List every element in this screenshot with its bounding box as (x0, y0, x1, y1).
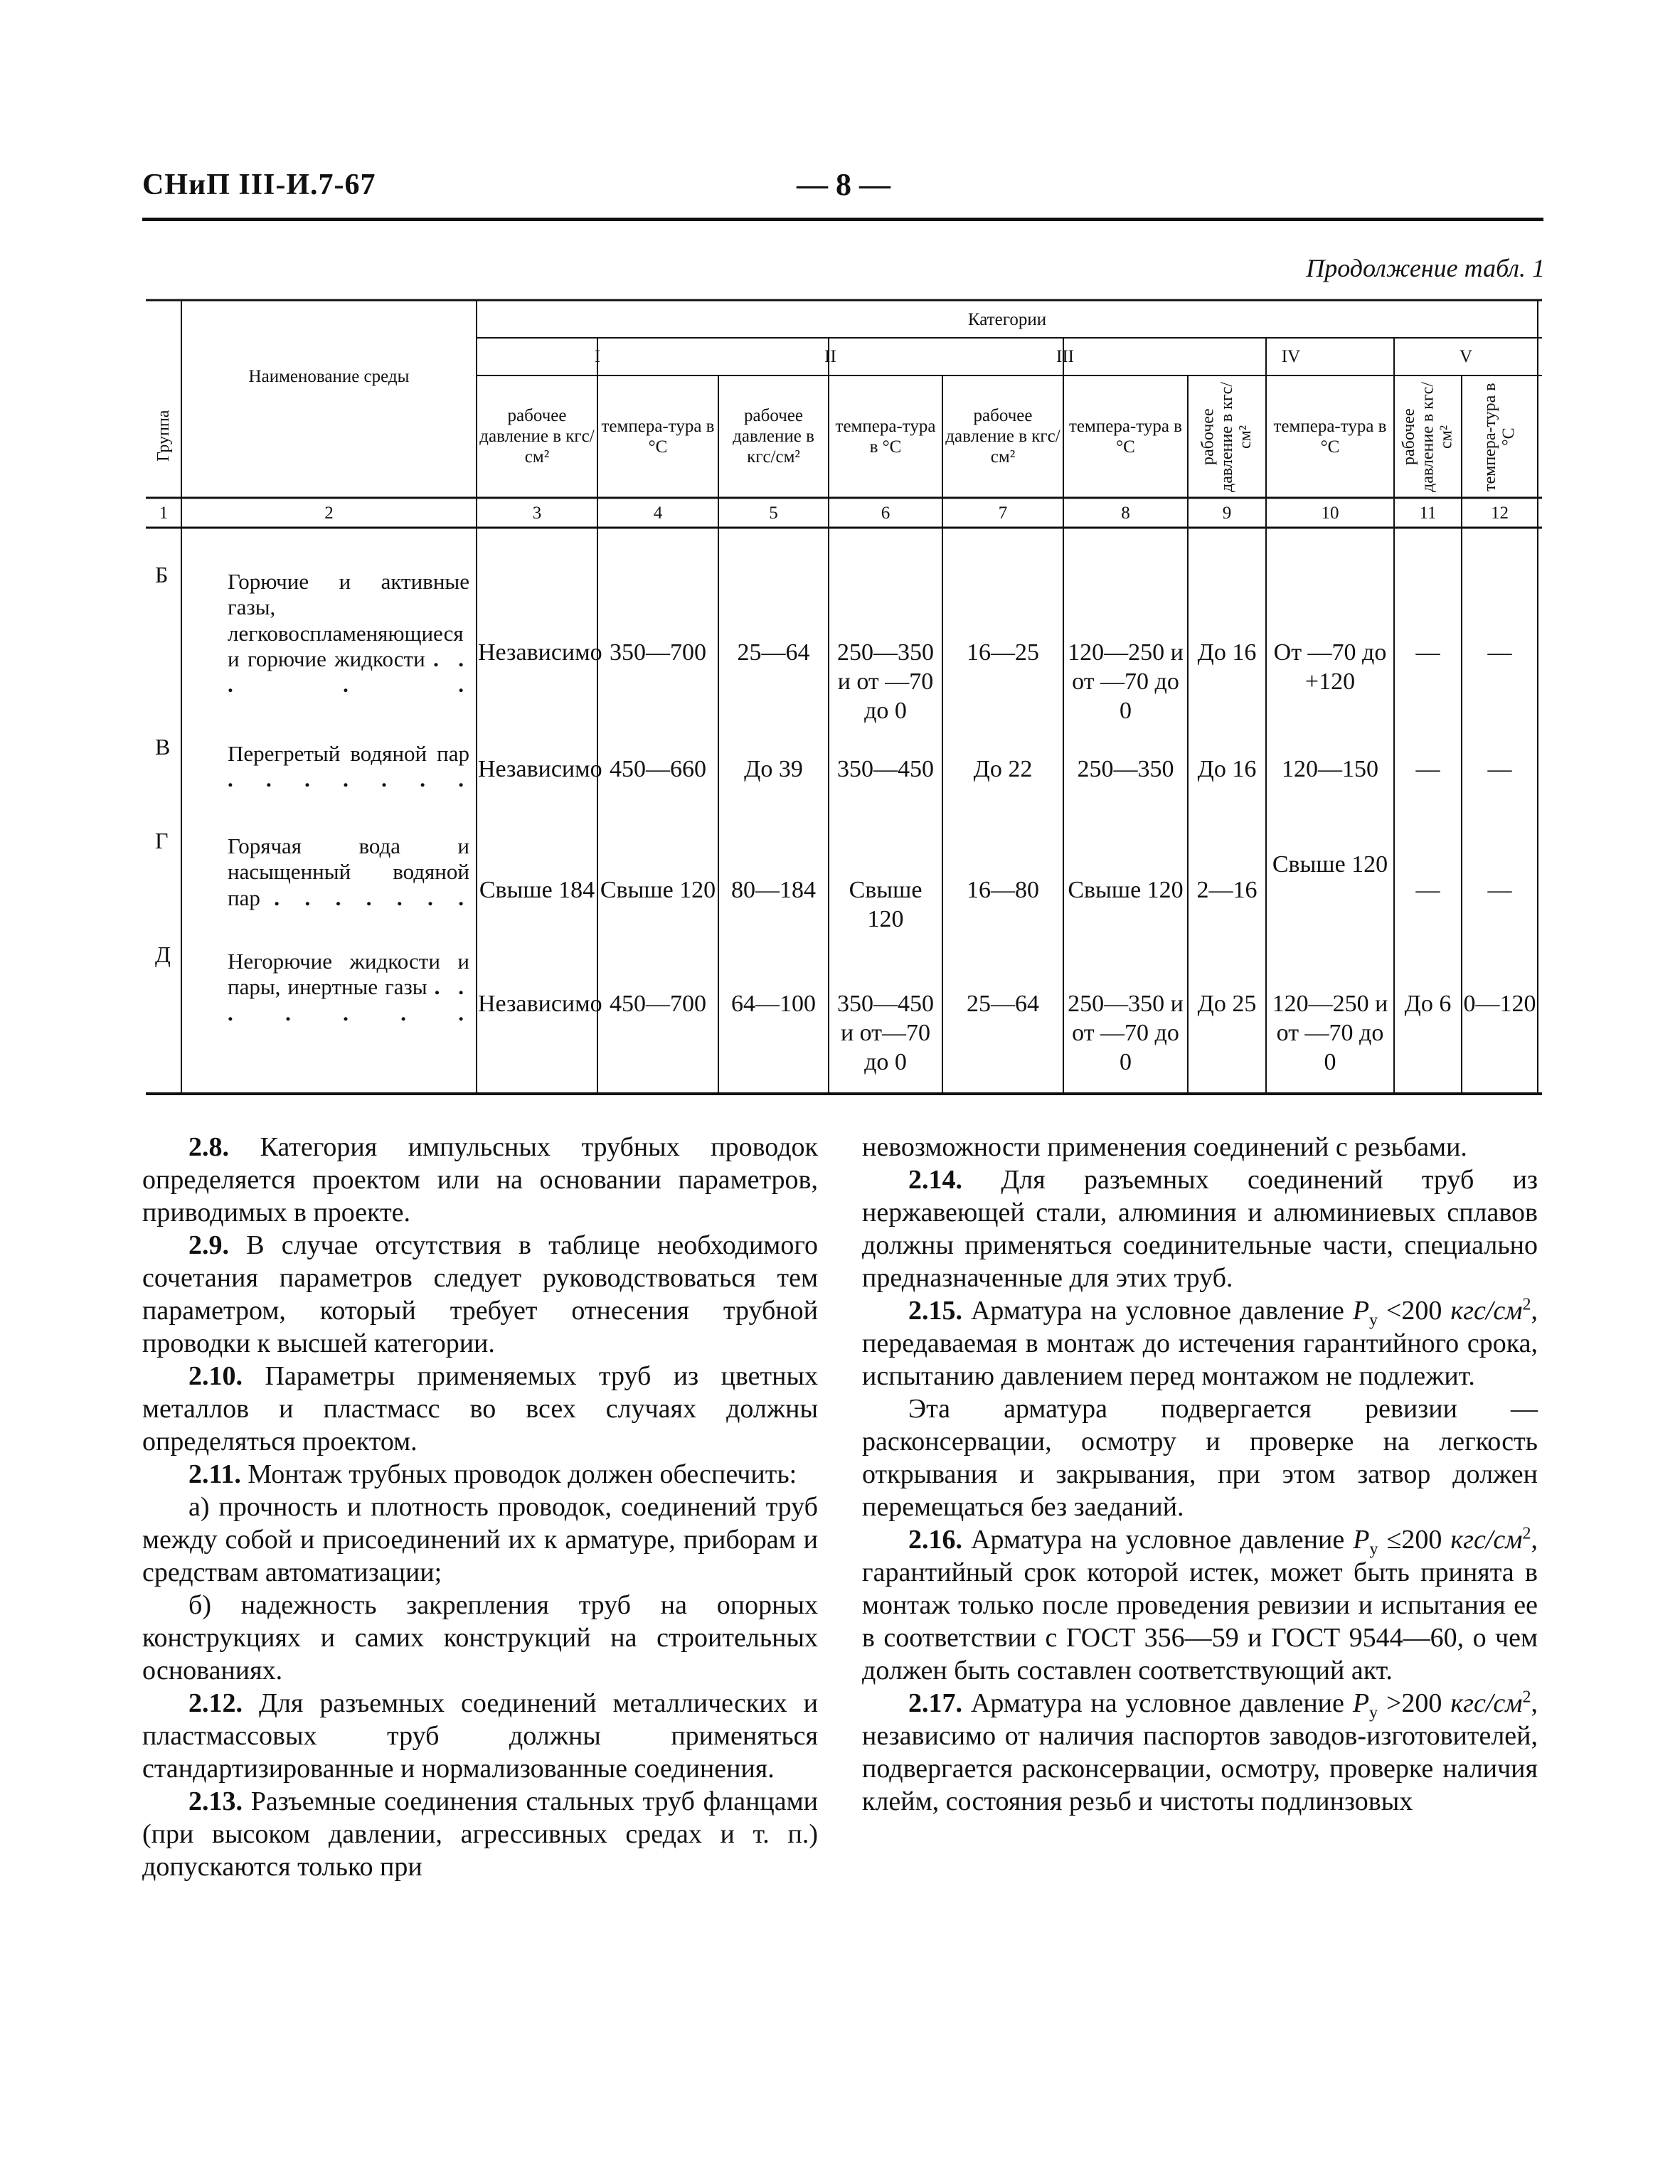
symbol-p: P (1353, 1525, 1370, 1555)
document-code: СНиП III-И.7-67 (142, 169, 376, 201)
cell: 120—250 и от —70 до 0 (1272, 991, 1388, 1075)
cell: Свыше 120 (1272, 851, 1388, 878)
cell: Независимо (478, 639, 602, 666)
paragraph-2-9 (142, 1229, 818, 1360)
paragraph-text: <200 (1386, 1296, 1451, 1326)
cell: 16—80 (967, 877, 1039, 903)
row-medium-name (228, 949, 469, 1026)
row-medium-name (228, 833, 469, 911)
cell: 350—450 и от—70 до 0 (837, 991, 934, 1075)
row-leader-dots: . . . . . . . (228, 767, 469, 792)
column-number: 10 (1321, 503, 1339, 523)
paragraph-text: Арматура на условное давление (971, 1525, 1354, 1555)
row-leader-dots: . . . . . (228, 646, 470, 698)
paragraph-text: , гарантийный срок которой истек, может быть принята в монтаж только после проведения ревизии и испытания ее в соответствии с ГОСТ 356—59 и ГОСТ 9544—60, о чем должен быть составлен соответствующий акт. (862, 1525, 1538, 1685)
clause-number: 2.15. (908, 1296, 962, 1326)
row-medium-name-text: Горючие и активные газы, легковоспламеняющиеся и горючие жидкости (228, 569, 469, 671)
cell: Свыше 184 (479, 877, 595, 903)
page-header (142, 164, 1543, 215)
unit: кгс/см (1450, 1296, 1523, 1326)
cell: До 6 (1404, 991, 1452, 1017)
paragraph-text: Для разъемных соединений металлических и пластмассовых труб должны применяться стандартизированные и нормализованные соединения. (142, 1688, 819, 1784)
cell: Независимо (478, 756, 602, 782)
paragraph-2-16 (862, 1523, 1538, 1687)
paragraph-text: Монтаж трубных проводок должен обеспечить: (248, 1459, 797, 1489)
paragraph-2-8 (142, 1131, 818, 1229)
paragraph-text: В случае отсутствия в таблице необходимого сочетания параметров следует руководствоваться тем параметром, который требует отнесения трубной проводки к высшей категории. (142, 1230, 818, 1358)
cell: — (1415, 639, 1440, 666)
cell: — (1415, 756, 1440, 782)
row-group: Г (155, 828, 169, 853)
page-number: — 8 — (797, 167, 890, 202)
paragraph-text: Категория импульсных трубных проводок определяется проектом или на основании параметров, приводимых в проекте. (142, 1132, 819, 1227)
cell: 80—184 (731, 877, 816, 903)
cell: От —70 до +120 (1273, 639, 1387, 695)
unit: кгс/см (1450, 1688, 1523, 1718)
unit-superscript: 2 (1522, 1688, 1531, 1707)
row-group: Д (155, 942, 171, 967)
cell: — (1487, 639, 1512, 666)
column-number: 2 (324, 503, 334, 523)
unit-superscript: 2 (1522, 1524, 1531, 1543)
column-number: 4 (653, 503, 663, 523)
paragraph-text: , независимо от наличия паспортов заводов-изготовителей, подвергается расконсервации, осмотру, проверке наличия клейм, состояния резьб и чистоты подлинзовых (862, 1688, 1538, 1816)
symbol-subscript: у (1369, 1311, 1378, 1330)
cell: 350—450 (837, 756, 934, 782)
text-column-right (862, 1131, 1538, 1818)
paragraph-2-10 (142, 1360, 818, 1458)
cell: 120—150 (1282, 756, 1378, 782)
column-number: 8 (1121, 503, 1130, 523)
clause-number: 2.8. (188, 1132, 229, 1162)
cell: 450—700 (610, 991, 706, 1017)
paragraph-text: ≤200 (1386, 1525, 1451, 1555)
cell: До 25 (1197, 991, 1257, 1017)
row-group: В (155, 734, 171, 760)
header-group: Группа (154, 410, 173, 462)
cell: 250—350 (1077, 756, 1174, 782)
media-categories-table (142, 299, 1543, 1095)
paragraph-2-12 (142, 1687, 818, 1785)
subheader-pressure-ii: рабочее давление в кгс/см² (733, 406, 814, 467)
subheader-pressure-iv: рабочее давление в кгс/см² (1198, 382, 1255, 493)
header-rule (142, 218, 1543, 221)
unit-superscript: 2 (1522, 1295, 1531, 1314)
column-number: 3 (532, 503, 542, 523)
subheader-temperature-iv: темпера-тура в °С (1273, 416, 1387, 457)
header-categories: Категории (967, 309, 1047, 329)
paragraph-2-15 (862, 1294, 1538, 1392)
unit: кгс/см (1450, 1525, 1523, 1555)
subheader-temperature-ii: темпера-тура в °С (835, 416, 936, 457)
row-group: Б (155, 562, 169, 587)
symbol-p: P (1352, 1688, 1370, 1718)
paragraph-2-14 (862, 1163, 1538, 1294)
cell: 25—64 (967, 991, 1039, 1017)
category-iv: IV (1281, 346, 1301, 366)
cell: 16—25 (967, 639, 1039, 666)
clause-number: 2.9. (188, 1230, 229, 1260)
row-medium-name-text: Горячая вода и насыщенный водяной пар (228, 833, 469, 910)
column-number: 12 (1491, 503, 1509, 523)
cell: 25—64 (737, 639, 810, 666)
header-medium-name: Наименование среды (248, 366, 410, 386)
clause-number: 2.13. (188, 1786, 243, 1816)
paragraph-text: Параметры применяемых труб из цветных металлов и пластмасс во всех случаях должны определяться проектом. (142, 1361, 818, 1456)
symbol-p: P (1352, 1296, 1370, 1326)
subheader-temperature-v: темпера-тура в °С (1481, 383, 1519, 491)
cell: Свыше 120 (849, 877, 923, 932)
row-medium-name (228, 741, 469, 793)
clause-number: 2.16. (908, 1525, 962, 1555)
paragraph-2-15-revision: Эта арматура подвергается ревизии — расконсервации, осмотру и проверке на легкость открывания и закрывания, при этом затвор должен перемещаться без заеданий. (862, 1394, 1538, 1522)
subheader-temperature-iii: темпера-тура в °С (1069, 416, 1182, 457)
cell: 250—350 и от —70 до 0 (1068, 991, 1184, 1075)
cell: 64—100 (731, 991, 816, 1017)
cell: 120—250 и от —70 до 0 (1068, 639, 1184, 724)
clause-number: 2.17. (908, 1688, 962, 1718)
paragraph-text: , передаваемая в монтаж до истечения гарантийного срока, испытанию давлением перед монтажом не подлежит. (862, 1296, 1538, 1391)
row-leader-dots: . . . . . . . (274, 885, 470, 910)
text-column-left (142, 1131, 818, 1883)
cell: 0—120 (1463, 991, 1536, 1017)
column-number: 1 (159, 503, 169, 523)
cell: 350—700 (610, 639, 706, 666)
cell: — (1487, 877, 1512, 903)
cell: Независимо (478, 991, 602, 1017)
column-number: 6 (881, 503, 890, 523)
category-iii: III (1056, 346, 1074, 366)
paragraph-text: Разъемные соединения стальных труб фланцами (при высоком давлении, агрессивных средах и т. п.) допускаются только при (142, 1786, 819, 1882)
symbol-subscript: у (1369, 1703, 1378, 1722)
cell: До 22 (973, 756, 1033, 782)
clause-number: 2.10. (188, 1361, 243, 1391)
table-continuation-label: Продолжение табл. 1 (1306, 254, 1545, 282)
category-i: I (594, 346, 601, 366)
clause-number: 2.11. (188, 1459, 241, 1489)
cell: До 16 (1197, 639, 1257, 666)
subheader-temperature-i: темпера-тура в °С (601, 416, 715, 457)
paragraph-2-11 (142, 1458, 818, 1491)
clause-number: 2.12. (188, 1688, 243, 1718)
cell: 250—350 и от —70 до 0 (837, 639, 934, 724)
row-leader-dots: . . . . . . . (228, 974, 470, 1026)
cell: До 39 (744, 756, 803, 782)
paragraph-text: Арматура на условное давление (970, 1296, 1353, 1326)
row-medium-name (228, 569, 469, 698)
paragraph-2-13-continued: невозможности применения соединений с резьбами. (862, 1132, 1467, 1162)
paragraph-2-17 (862, 1687, 1538, 1818)
column-number: 11 (1419, 503, 1437, 523)
subheader-pressure-iii: рабочее давление в кгс/см² (945, 406, 1060, 467)
cell: 450—660 (610, 756, 706, 782)
cell: 2—16 (1196, 877, 1258, 903)
column-number: 7 (998, 503, 1008, 523)
subheader-pressure-i: рабочее давление в кгс/см² (479, 406, 595, 467)
column-number: 9 (1222, 503, 1232, 523)
paragraph-2-11-a: а) прочность и плотность проводок, соединений труб между собой и присоединений их к арматуре, приборам и средствам автоматизации; (142, 1492, 818, 1587)
row-medium-name-text: Негорючие жидкости и пары, инертные газы (228, 949, 469, 1000)
cell: — (1415, 877, 1440, 903)
category-ii: II (824, 346, 836, 366)
column-number: 5 (769, 503, 778, 523)
paragraph-text: >200 (1386, 1688, 1451, 1718)
category-v: V (1459, 346, 1473, 366)
row-medium-name-text: Перегретый водяной пар (228, 741, 469, 766)
clause-number: 2.14. (908, 1165, 962, 1195)
symbol-subscript: у (1369, 1540, 1378, 1559)
cell: До 16 (1197, 756, 1257, 782)
paragraph-2-13 (142, 1785, 818, 1883)
cell: Свыше 120 (600, 877, 716, 903)
cell: Свыше 120 (1068, 877, 1184, 903)
paragraph-text: Для разъемных соединений труб из нержавеющей стали, алюминия и алюминиевых сплавов должны применяться соединительные части, специально предназначенные для этих труб. (862, 1165, 1538, 1293)
paragraph-text: Арматура на условное давление (970, 1688, 1353, 1718)
subheader-pressure-v: рабочее давление в кгс/см² (1399, 382, 1456, 493)
paragraph-2-11-b: б) надежность закрепления труб на опорных конструкциях и самих конструкций на строительных основаниях. (142, 1590, 818, 1685)
cell: — (1487, 756, 1512, 782)
